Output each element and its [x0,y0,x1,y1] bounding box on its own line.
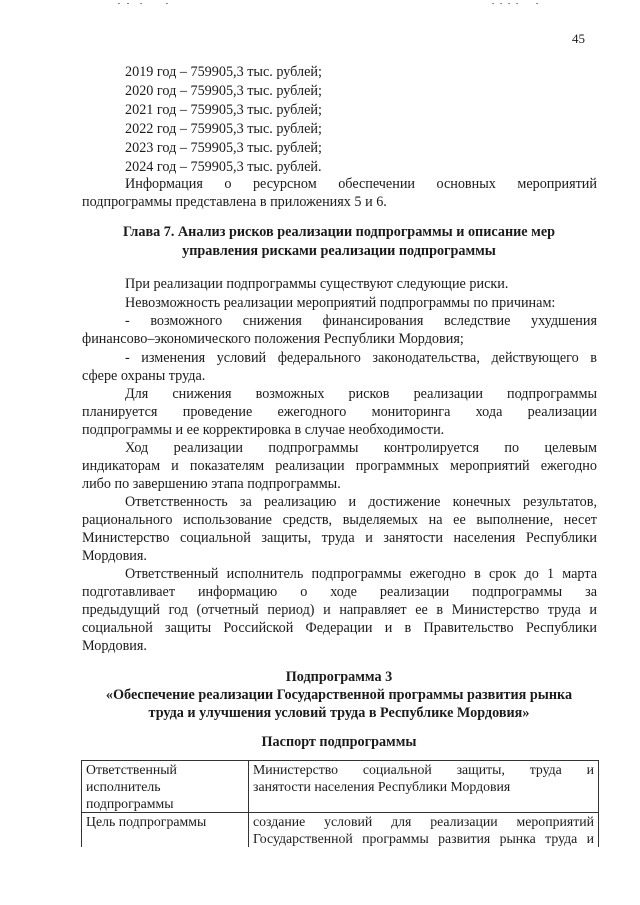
cell-line: Цель подпрограммы [86,814,207,829]
table-cell-value [249,761,599,813]
cell-line: Ответственный [86,762,177,777]
scan-artifact [492,2,552,6]
cell-line: создание условий для реализации мероприятий [253,814,594,829]
body-line: индикаторам и показателям реализации программных мероприятий ежегодно [82,458,597,474]
info-paragraph-line: подпрограммы представлена в приложениях 5 и 6. [82,194,387,210]
chapter-title: Глава 7. Анализ рисков реализации подпрограммы и описание мер [122,224,556,240]
chapter-title: управления рисками реализации подпрограммы [182,243,496,259]
body-line: При реализации подпрограммы существуют следующие риски. [125,276,509,292]
subprogram-title: «Обеспечение реализации Государственной программы развития рынка [105,687,573,703]
passport-table [81,760,599,847]
cell-line: подпрограммы [86,796,174,811]
funding-line: 2020 год – 759905,3 тыс. рублей; [125,83,322,99]
table-cell-key [82,761,249,813]
funding-line: 2024 год – 759905,3 тыс. рублей. [125,159,322,175]
scan-artifact [118,2,178,6]
body-line: Мордовия. [82,548,147,564]
subprogram-title: труда и улучшения условий труда в Республике Мордовия» [148,705,530,721]
body-line: Ход реализации подпрограммы контролируется по целевым [125,440,597,456]
body-line: социальной защиты Российской Федерации и в Правительство Республики [82,620,597,636]
page-number: 45 [572,31,585,46]
subprogram-heading: Подпрограмма 3 [285,669,393,685]
body-line: предыдущий год (отчетный период) и направляет ее в Министерство труда и [82,602,597,618]
body-line: Ответственность за реализацию и достижение конечных результатов, [125,494,597,510]
funding-line: 2019 год – 759905,3 тыс. рублей; [125,64,322,80]
body-line: подготавливает информацию о ходе реализации подпрограммы за [82,584,597,600]
body-line: либо по завершению этапа подпрограммы. [82,476,341,492]
body-line: - изменения условий федерального законодательства, действующего в [125,350,597,366]
body-line: Министерство социальной защиты, труда и занятости населения Республики [82,530,597,546]
table-cell-value [249,813,599,848]
body-line: - возможного снижения финансирования вследствие ухудшения [125,313,597,329]
body-line: рационального использование средств, выделяемых на ее выполнение, несет [82,512,597,528]
funding-line: 2023 год – 759905,3 тыс. рублей; [125,140,322,156]
body-line: подпрограммы и ее корректировка в случае необходимости. [82,422,445,438]
info-paragraph-line: Информация о ресурсном обеспечении основных мероприятий [125,176,597,192]
body-line: Ответственный исполнитель подпрограммы ежегодно в срок до 1 марта [125,566,597,582]
body-line: Мордовия. [82,638,147,654]
cell-line: занятости населения Республики Мордовия [253,779,511,794]
body-line: Для снижения возможных рисков реализации подпрограммы [125,386,597,402]
body-line: сфере охраны труда. [82,368,206,384]
body-line: финансово–экономического положения Республики Мордовия; [82,331,464,347]
cell-line: Министерство социальной защиты, труда и [253,762,594,777]
cell-line: исполнитель [86,779,161,794]
cell-line: Государственной программы развития рынка труда и [253,831,594,846]
funding-line: 2021 год – 759905,3 тыс. рублей; [125,102,322,118]
body-line: Невозможность реализации мероприятий подпрограммы по причинам: [125,295,556,311]
table-row [82,761,599,813]
table-row [82,813,599,848]
passport-heading: Паспорт подпрограммы [261,734,417,750]
funding-line: 2022 год – 759905,3 тыс. рублей; [125,121,322,137]
body-line: планируется проведение ежегодного мониторинга хода реализации [82,404,597,420]
table-cell-key [82,813,249,848]
